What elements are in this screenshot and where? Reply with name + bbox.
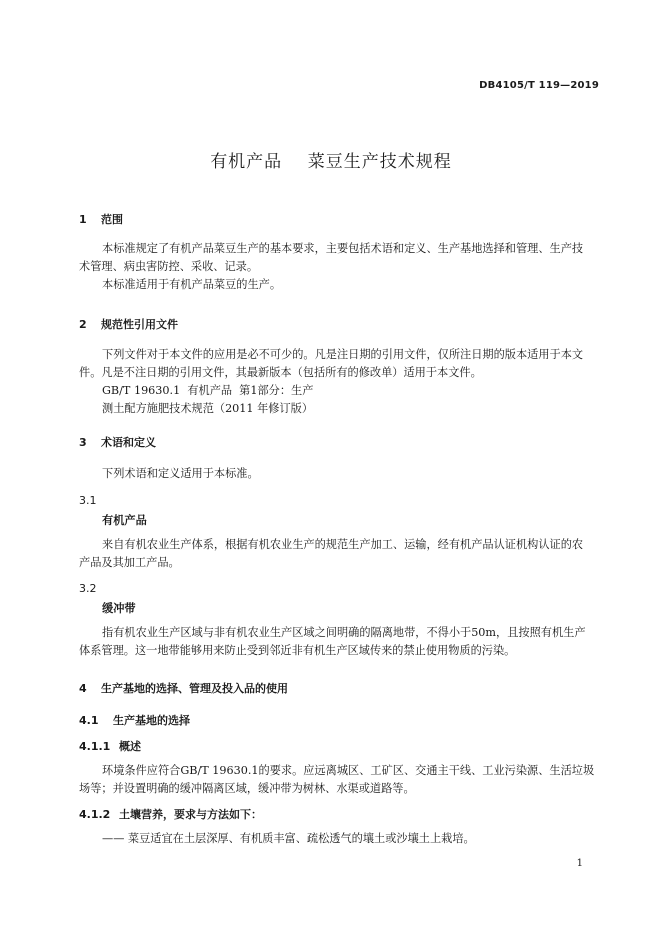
paragraph-line: 下列术语和定义适用于本标准。 xyxy=(102,467,259,480)
section-2-heading xyxy=(79,316,178,332)
document-title: 有机产品 菜豆生产技术规程 xyxy=(210,152,452,172)
subsection-4-1-heading xyxy=(79,712,190,728)
term-name: 有机产品 xyxy=(102,514,147,527)
paragraph-line: 场等；并设置明确的缓冲隔离区域，缓冲带为树林、水渠或道路等。 xyxy=(79,782,415,795)
section-title: 概述 xyxy=(119,740,141,753)
section-4-heading xyxy=(79,680,288,696)
section-number: 4.1 xyxy=(79,714,99,727)
paragraph-line: 术管理、病虫害防控、采收、记录。 xyxy=(79,260,259,273)
paragraph-line: 来自有机农业生产体系，根据有机农业生产的规范生产加工、运输，经有机产品认证机构认证的农 xyxy=(102,538,584,551)
section-number: 1 xyxy=(79,213,87,226)
section-2-paragraph xyxy=(79,346,601,418)
section-3-intro xyxy=(79,465,601,483)
section-title: 生产基地的选择 xyxy=(113,714,190,727)
term-number: 3.1 xyxy=(79,494,97,507)
term-number: 3.2 xyxy=(79,582,97,595)
paragraph-line: 产品及其加工产品。 xyxy=(79,556,180,569)
list-item: —— 菜豆适宜在土层深厚、有机质丰富、疏松透气的壤土或沙壤土上栽培。 xyxy=(102,832,475,845)
section-number: 3 xyxy=(79,436,87,449)
subsection-4-1-2-list xyxy=(79,830,601,848)
section-title: 土壤营养，要求与方法如下： xyxy=(119,808,262,821)
document-code: DB4105/T 119—2019 xyxy=(479,80,599,91)
term-definition xyxy=(79,536,601,572)
paragraph-line: 件。凡是不注日期的引用文件，其最新版本（包括所有的修改单）适用于本文件。 xyxy=(79,366,482,379)
section-title: 规范性引用文件 xyxy=(101,318,178,331)
paragraph-line: 环境条件应符合GB/T 19630.1的要求。应远离城区、工矿区、交通主干线、工业污染源、生活垃圾 xyxy=(102,764,595,777)
section-number: 2 xyxy=(79,318,87,331)
paragraph-line: 本标准适用于有机产品菜豆的生产。 xyxy=(102,278,282,291)
subsection-4-1-2-heading xyxy=(79,806,262,822)
subsection-4-1-1-heading xyxy=(79,738,141,754)
section-number: 4.1.2 xyxy=(79,808,111,821)
term-name: 缓冲带 xyxy=(102,602,136,615)
reference-item: 测土配方施肥技术规范（2011 年修订版） xyxy=(102,402,314,415)
section-number: 4.1.1 xyxy=(79,740,111,753)
section-title: 术语和定义 xyxy=(101,436,156,449)
section-title: 生产基地的选择、管理及投入品的使用 xyxy=(101,682,288,695)
paragraph-line: 本标准规定了有机产品菜豆生产的基本要求，主要包括术语和定义、生产基地选择和管理、生产技 xyxy=(102,242,584,255)
paragraph-line: 指有机农业生产区域与非有机农业生产区域之间明确的隔离地带，不得小于50m，且按照有机生产 xyxy=(102,626,586,639)
section-1-paragraph xyxy=(79,240,601,294)
page-number: 1 xyxy=(576,858,583,869)
section-3-heading xyxy=(79,434,156,450)
section-title: 范围 xyxy=(101,213,123,226)
paragraph-line: 下列文件对于本文件的应用是必不可少的。凡是注日期的引用文件，仅所注日期的版本适用于本文 xyxy=(102,348,584,361)
section-number: 4 xyxy=(79,682,87,695)
term-definition xyxy=(79,624,601,660)
reference-item: GB/T 19630.1 有机产品 第1部分：生产 xyxy=(102,384,314,397)
section-1-heading xyxy=(79,211,123,227)
paragraph-line: 体系管理。这一地带能够用来防止受到邻近非有机生产区域传来的禁止使用物质的污染。 xyxy=(79,644,516,657)
subsection-4-1-1-paragraph xyxy=(79,762,601,798)
